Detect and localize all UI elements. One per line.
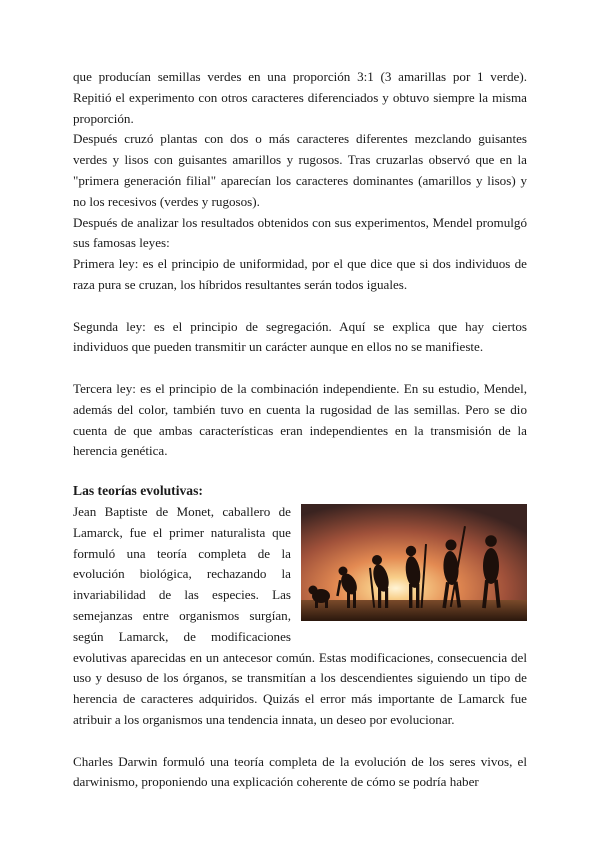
- spacer: [73, 731, 527, 752]
- paragraph-mendel-cross: Después cruzó plantas con dos o más caracteres diferentes mezclando guisantes verdes y lisos con guisantes amarillos y rugosos. Tras cruzarlas observó que en la "primera generación filial" aparecían los caracteres dominantes (amarillos y lisos) y no los recesivos (verdes y rugosos).: [73, 131, 527, 209]
- evolution-image: [301, 504, 527, 621]
- evolution-silhouette-illustration: [301, 504, 527, 621]
- paragraph-segunda-ley: Segunda ley: es el principio de segregación. Aquí se explica que hay ciertos individuos que pueden transmitir un carácter aunque en ellos no se manifieste.: [73, 318, 527, 355]
- spacer: [73, 462, 527, 481]
- paragraph-tercera-ley: Tercera ley: es el principio de la combinación independiente. En su estudio, Mendel, además del color, también tuvo en cuenta la rugosidad de las semillas. Pero se dio cuenta de que ambas características eran independientes en la transmisión de la herencia genética.: [73, 380, 527, 459]
- spacer: [73, 358, 527, 379]
- paragraph-lamarck: Jean Baptiste de Monet, caballero de Lamarck, fue el primer naturalista que formuló una teoría completa de la evolución biológica, rechazando la invariabilidad de las especies. Las semejanzas entre organismos surgían, según Lamarck, de modificaciones evolutivas aparecidas en un antecesor común. Estas modificaciones, consecuencia del uso y desuso de los órganos, se transmitían a los descendientes siguiendo un tipo de herencia de caracteres adquiridos. Quizás el error más importante de Lamarck fue atribuir a los organismos una tendencia innata, un deseo por evolucionar.: [73, 503, 527, 727]
- spacer: [73, 296, 527, 317]
- paragraph-primera-ley: Primera ley: es el principio de uniformidad, por el que dice que si dos individuos de raza pura se cruzan, los híbridos resultantes serán todos iguales.: [73, 256, 527, 292]
- paragraph-mendel-result: que producían semillas verdes en una proporción 3:1 (3 amarillas por 1 verde). Repitió el experimento con otros caracteres diferenciados y obtuvo siempre la misma proporción.: [73, 69, 527, 126]
- document-page: [73, 67, 527, 793]
- section-heading: Las teorías evolutivas:: [73, 483, 203, 499]
- paragraph-darwin: Charles Darwin formuló una teoría completa de la evolución de los seres vivos, el darwinismo, proponiendo una explicación coherente de cómo se podría haber: [73, 753, 527, 790]
- paragraph-mendel-laws-intro: Después de analizar los resultados obtenidos con sus experimentos, Mendel promulgó sus famosas leyes:: [73, 214, 527, 251]
- lamarck-section: [73, 502, 527, 731]
